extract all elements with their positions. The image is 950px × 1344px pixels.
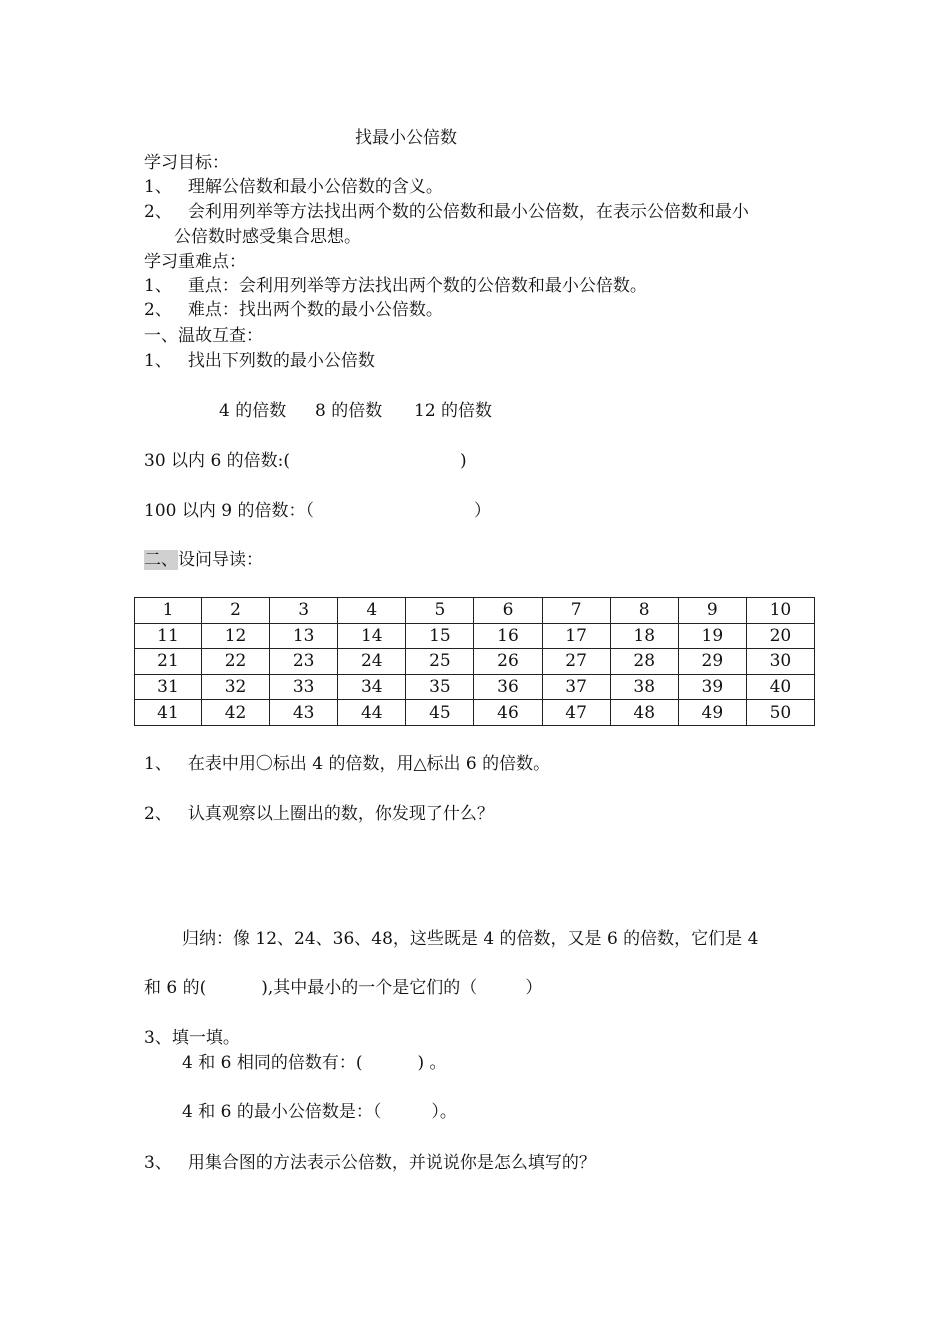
table-cell: 11 <box>135 623 202 649</box>
section1-heading: 一、温故互查： <box>144 326 263 346</box>
summary-text-a: 和 6 的( <box>144 978 207 998</box>
key-point-2 <box>144 299 443 321</box>
question-number: 1、 <box>144 351 172 371</box>
table-cell: 46 <box>474 700 542 726</box>
table-cell: 17 <box>542 623 610 649</box>
question-number: 1、 <box>144 754 172 774</box>
key-point-text: 难点：找出两个数的最小公倍数。 <box>187 300 443 320</box>
multiples-12-label: 12 的倍数 <box>414 401 493 421</box>
fill-in-heading: 3、填一填。 <box>144 1028 240 1048</box>
table-cell: 24 <box>338 649 406 675</box>
summary-text-b: ),其中最小的一个是它们的（ <box>261 978 478 998</box>
section1-question-1 <box>144 350 375 372</box>
table-cell: 8 <box>610 598 678 624</box>
key-point-text: 重点：会利用列举等方法找出两个数的公倍数和最小公倍数。 <box>187 276 647 296</box>
table-cell: 21 <box>135 649 202 675</box>
table-cell: 22 <box>202 649 270 675</box>
table-cell: 50 <box>746 700 814 726</box>
multiples-of-6-blank <box>144 450 467 472</box>
key-points-heading: 学习重难点： <box>144 252 246 272</box>
table-cell: 13 <box>270 623 338 649</box>
table-row <box>135 649 815 675</box>
blank-label: 30 以内 6 的倍数:( <box>144 451 291 471</box>
blank-close: ) <box>460 451 467 471</box>
table-cell: 26 <box>474 649 542 675</box>
summary-line-2 <box>144 977 542 999</box>
table-cell: 5 <box>406 598 474 624</box>
key-point-number: 2、 <box>144 300 172 320</box>
table-cell: 42 <box>202 700 270 726</box>
section2-question-3 <box>144 1152 596 1174</box>
section2-heading <box>144 549 263 571</box>
section2-number: 二、 <box>144 550 178 570</box>
goal-item-1 <box>144 176 443 198</box>
table-cell: 37 <box>542 674 610 700</box>
table-cell: 49 <box>678 700 746 726</box>
table-cell: 3 <box>270 598 338 624</box>
table-cell: 29 <box>678 649 746 675</box>
goal-number: 2、 <box>144 202 172 222</box>
fill-text-b: ）。 <box>431 1102 457 1122</box>
table-cell: 31 <box>135 674 202 700</box>
table-cell: 38 <box>610 674 678 700</box>
multiples-of-9-blank <box>144 500 491 522</box>
table-cell: 47 <box>542 700 610 726</box>
page-title: 找最小公倍数 <box>355 128 457 148</box>
section2-question-2 <box>144 803 494 825</box>
fill-text-a: 4 和 6 的最小公倍数是：（ <box>182 1102 382 1122</box>
section2-title: 设问导读： <box>178 550 263 570</box>
table-cell: 27 <box>542 649 610 675</box>
summary-text-c: ） <box>525 978 543 998</box>
question-text: 找出下列数的最小公倍数 <box>187 351 375 371</box>
table-cell: 14 <box>338 623 406 649</box>
table-row <box>135 700 815 726</box>
table-cell: 32 <box>202 674 270 700</box>
table-cell: 4 <box>338 598 406 624</box>
hundred-chart-table <box>134 597 815 726</box>
table-cell: 25 <box>406 649 474 675</box>
table-cell: 33 <box>270 674 338 700</box>
fill-in-lcm <box>182 1101 457 1123</box>
table-cell: 10 <box>746 598 814 624</box>
table-cell: 39 <box>678 674 746 700</box>
table-cell: 44 <box>338 700 406 726</box>
goal-text: 理解公倍数和最小公倍数的含义。 <box>187 177 443 197</box>
goal-number: 1、 <box>144 177 172 197</box>
table-cell: 16 <box>474 623 542 649</box>
question-text: 用集合图的方法表示公倍数，并说说你是怎么填写的？ <box>187 1153 596 1173</box>
table-row <box>135 674 815 700</box>
multiples-4-label: 4 的倍数 <box>219 401 287 421</box>
goal-item-2 <box>144 201 749 223</box>
table-cell: 34 <box>338 674 406 700</box>
question-text: 在表中用〇标出 4 的倍数，用△标出 6 的倍数。 <box>187 754 551 774</box>
table-cell: 18 <box>610 623 678 649</box>
blank-close: ） <box>473 501 491 521</box>
section2-question-1 <box>144 753 550 775</box>
question-number: 3、 <box>144 1153 172 1173</box>
table-cell: 9 <box>678 598 746 624</box>
question-text: 认真观察以上圈出的数，你发现了什么？ <box>187 804 494 824</box>
table-cell: 40 <box>746 674 814 700</box>
table-cell: 48 <box>610 700 678 726</box>
table-cell: 19 <box>678 623 746 649</box>
table-cell: 2 <box>202 598 270 624</box>
table-cell: 6 <box>474 598 542 624</box>
table-row <box>135 598 815 624</box>
table-cell: 15 <box>406 623 474 649</box>
table-cell: 1 <box>135 598 202 624</box>
multiples-8-label: 8 的倍数 <box>315 401 383 421</box>
table-cell: 23 <box>270 649 338 675</box>
fill-in-common-multiples <box>182 1052 447 1074</box>
key-point-number: 1、 <box>144 276 172 296</box>
table-cell: 28 <box>610 649 678 675</box>
table-cell: 41 <box>135 700 202 726</box>
fill-text-b: ) 。 <box>417 1053 447 1073</box>
goals-heading: 学习目标： <box>144 153 229 173</box>
blank-label: 100 以内 9 的倍数：（ <box>144 501 314 521</box>
table-cell: 36 <box>474 674 542 700</box>
table-cell: 12 <box>202 623 270 649</box>
goal-item-2-continued: 公倍数时感受集合思想。 <box>174 227 361 247</box>
fill-text-a: 4 和 6 相同的倍数有：( <box>182 1053 363 1073</box>
table-row <box>135 623 815 649</box>
summary-line-1: 归纳：像 12、24、36、48，这些既是 4 的倍数，又是 6 的倍数，它们是 4 <box>182 929 759 949</box>
key-point-1 <box>144 275 647 297</box>
table-cell: 7 <box>542 598 610 624</box>
table-cell: 43 <box>270 700 338 726</box>
question-number: 2、 <box>144 804 172 824</box>
table-cell: 20 <box>746 623 814 649</box>
table-cell: 45 <box>406 700 474 726</box>
table-cell: 30 <box>746 649 814 675</box>
goal-text: 会利用列举等方法找出两个数的公倍数和最小公倍数，在表示公倍数和最小 <box>187 202 749 222</box>
table-cell: 35 <box>406 674 474 700</box>
